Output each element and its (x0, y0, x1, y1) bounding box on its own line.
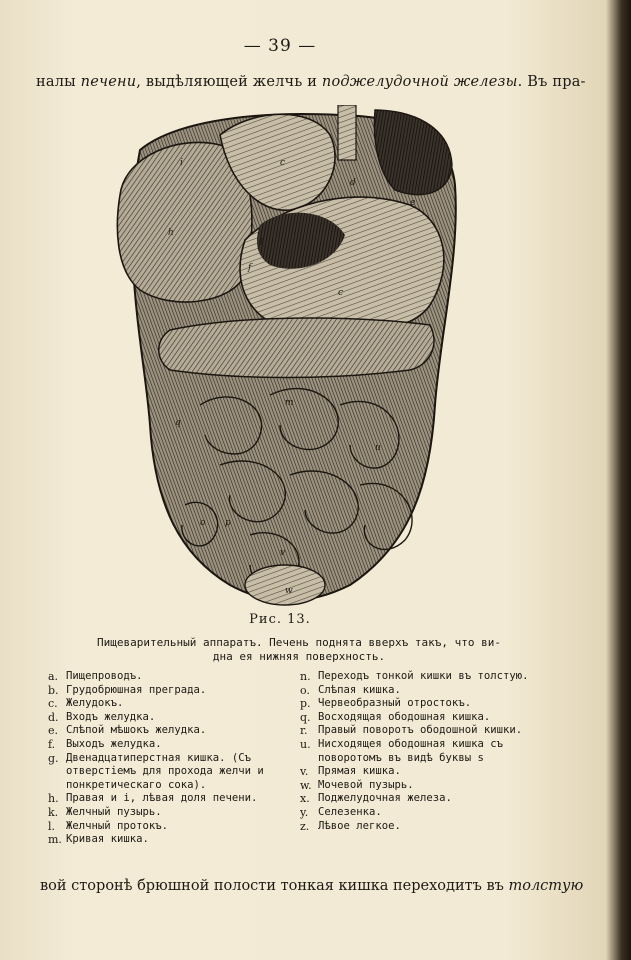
legend-text: Грудобрюшная преграда. (66, 683, 207, 696)
caption-line: Пищеварительный аппаратъ. Печень поднята вверхъ такъ, что ви- (97, 636, 501, 649)
legend-key: l. (48, 819, 56, 833)
legend-item (48, 820, 298, 834)
legend-key: y. (300, 805, 309, 819)
legend-item (48, 752, 298, 793)
legend-key: r. (300, 724, 308, 738)
legend-text: Выходъ желудка. (66, 737, 162, 750)
legend-text: Пищепроводъ. (66, 670, 143, 682)
fig-label: e (410, 198, 416, 208)
body-text-bottom (40, 878, 584, 894)
legend-text: Червеобразный отростокъ. (318, 697, 472, 710)
body-text-top (36, 74, 586, 90)
esophagus (338, 105, 356, 160)
legend-key: w. (300, 778, 312, 792)
legend-text: Входъ желудка. (66, 710, 156, 723)
legend-key: p. (300, 697, 311, 711)
page-number: — 39 — (243, 36, 317, 56)
legend-text: Переходъ тонкой кишки въ толстую. (318, 670, 529, 682)
bladder (245, 565, 325, 605)
legend-item (300, 697, 555, 711)
fig-label: m (285, 398, 294, 408)
legend-key: n. (300, 670, 311, 683)
legend-item (300, 670, 555, 684)
legend-key: h. (48, 792, 59, 806)
figure-caption-title: Рис. 13. (249, 612, 311, 627)
fig-label: i (180, 158, 183, 168)
legend-item (48, 792, 298, 806)
legend-key: d. (48, 710, 59, 724)
fig-label: u (375, 443, 381, 453)
legend-item (300, 724, 555, 738)
legend-item (48, 711, 298, 725)
fig-label: v (280, 548, 286, 558)
legend-text: Желчный протокъ. (66, 819, 169, 832)
legend-item (300, 779, 555, 793)
legend-text: Мочевой пузырь. (318, 778, 414, 791)
legend-key: k. (48, 805, 59, 819)
fig-label: c (338, 288, 344, 298)
legend-text: Поджелудочная железа. (318, 792, 452, 805)
fig-label: f (248, 263, 252, 273)
legend-key: v. (300, 765, 309, 779)
text-run: вой сторонѣ брюшной полости тонкая кишка переходитъ въ (40, 878, 509, 894)
fig-label: l (260, 238, 263, 248)
legend-text: Нисходящея ободошная кишка съ поворотомъ въ видѣ буквы s (318, 737, 503, 764)
legend-key: x. (300, 792, 310, 806)
legend-text: Двенадцатиперстная кишка. (Съ отверстіемъ для прохода желчи и понкретическаго сока). (66, 751, 264, 791)
fig-label: q (175, 418, 181, 428)
legend-item (300, 806, 555, 820)
legend-key: m. (48, 833, 62, 847)
legend-item (48, 806, 298, 820)
legend-item (300, 765, 555, 779)
legend-item (48, 697, 298, 711)
legend-item (48, 724, 298, 738)
legend-text: Слѣпая кишка. (318, 683, 401, 696)
legend-text: Кривая кишка. (66, 833, 149, 846)
legend-item (48, 684, 298, 698)
legend-item (48, 833, 298, 847)
legend-item (300, 820, 555, 834)
legend-item (300, 711, 555, 725)
text-run: , выдѣляющей желчь и (136, 74, 322, 90)
text-run: налы (36, 74, 81, 90)
legend-text: Лѣвое легкое. (318, 819, 401, 832)
text-run: . Въ пра- (517, 74, 586, 90)
fig-label: d (350, 178, 356, 188)
fig-label: o (200, 518, 206, 528)
legend-text: Правый поворотъ ободошной кишки. (318, 724, 523, 737)
legend-key: a. (48, 670, 59, 683)
legend-left-column (48, 670, 298, 847)
legend-item (300, 792, 555, 806)
legend-text: Желчный пузырь. (66, 805, 162, 818)
legend-key: e. (48, 724, 59, 738)
figure-caption-description (50, 636, 548, 664)
fig-label: w (285, 586, 293, 596)
legend-text: Восходящая ободошная кишка. (318, 710, 491, 723)
legend-text: Слѣпой мѣшокъ желудка. (66, 724, 207, 737)
caption-line: дна ея нижняя поверхность. (212, 650, 386, 663)
fig-label: h (168, 228, 174, 238)
transverse-colon (159, 318, 434, 377)
legend-key: g. (48, 751, 59, 765)
legend-right-column (300, 670, 555, 833)
legend-item (300, 738, 555, 765)
fig-label: p (225, 518, 231, 528)
legend-key: o. (300, 683, 310, 697)
legend-key: q. (300, 710, 311, 724)
fig-label: c (280, 158, 286, 168)
legend-key: u. (300, 737, 311, 751)
legend-text: Желудокъ. (66, 697, 124, 710)
legend-item (300, 684, 555, 698)
anatomical-illustration (110, 105, 460, 610)
legend-text: Прямая кишка. (318, 765, 401, 778)
legend-key: f. (48, 737, 56, 751)
legend-item (48, 670, 298, 684)
legend-key: c. (48, 697, 58, 711)
text-run-italic: поджелудочной железы (321, 74, 518, 90)
legend-key: b. (48, 683, 59, 697)
legend-text: Селезенка. (318, 805, 382, 818)
text-run-italic: толстую (508, 878, 584, 894)
legend-text: Правая и i, лѣвая доля печени. (66, 792, 258, 805)
legend-item (48, 738, 298, 752)
legend-key: z. (300, 819, 310, 833)
text-run-italic: печени (80, 74, 137, 90)
